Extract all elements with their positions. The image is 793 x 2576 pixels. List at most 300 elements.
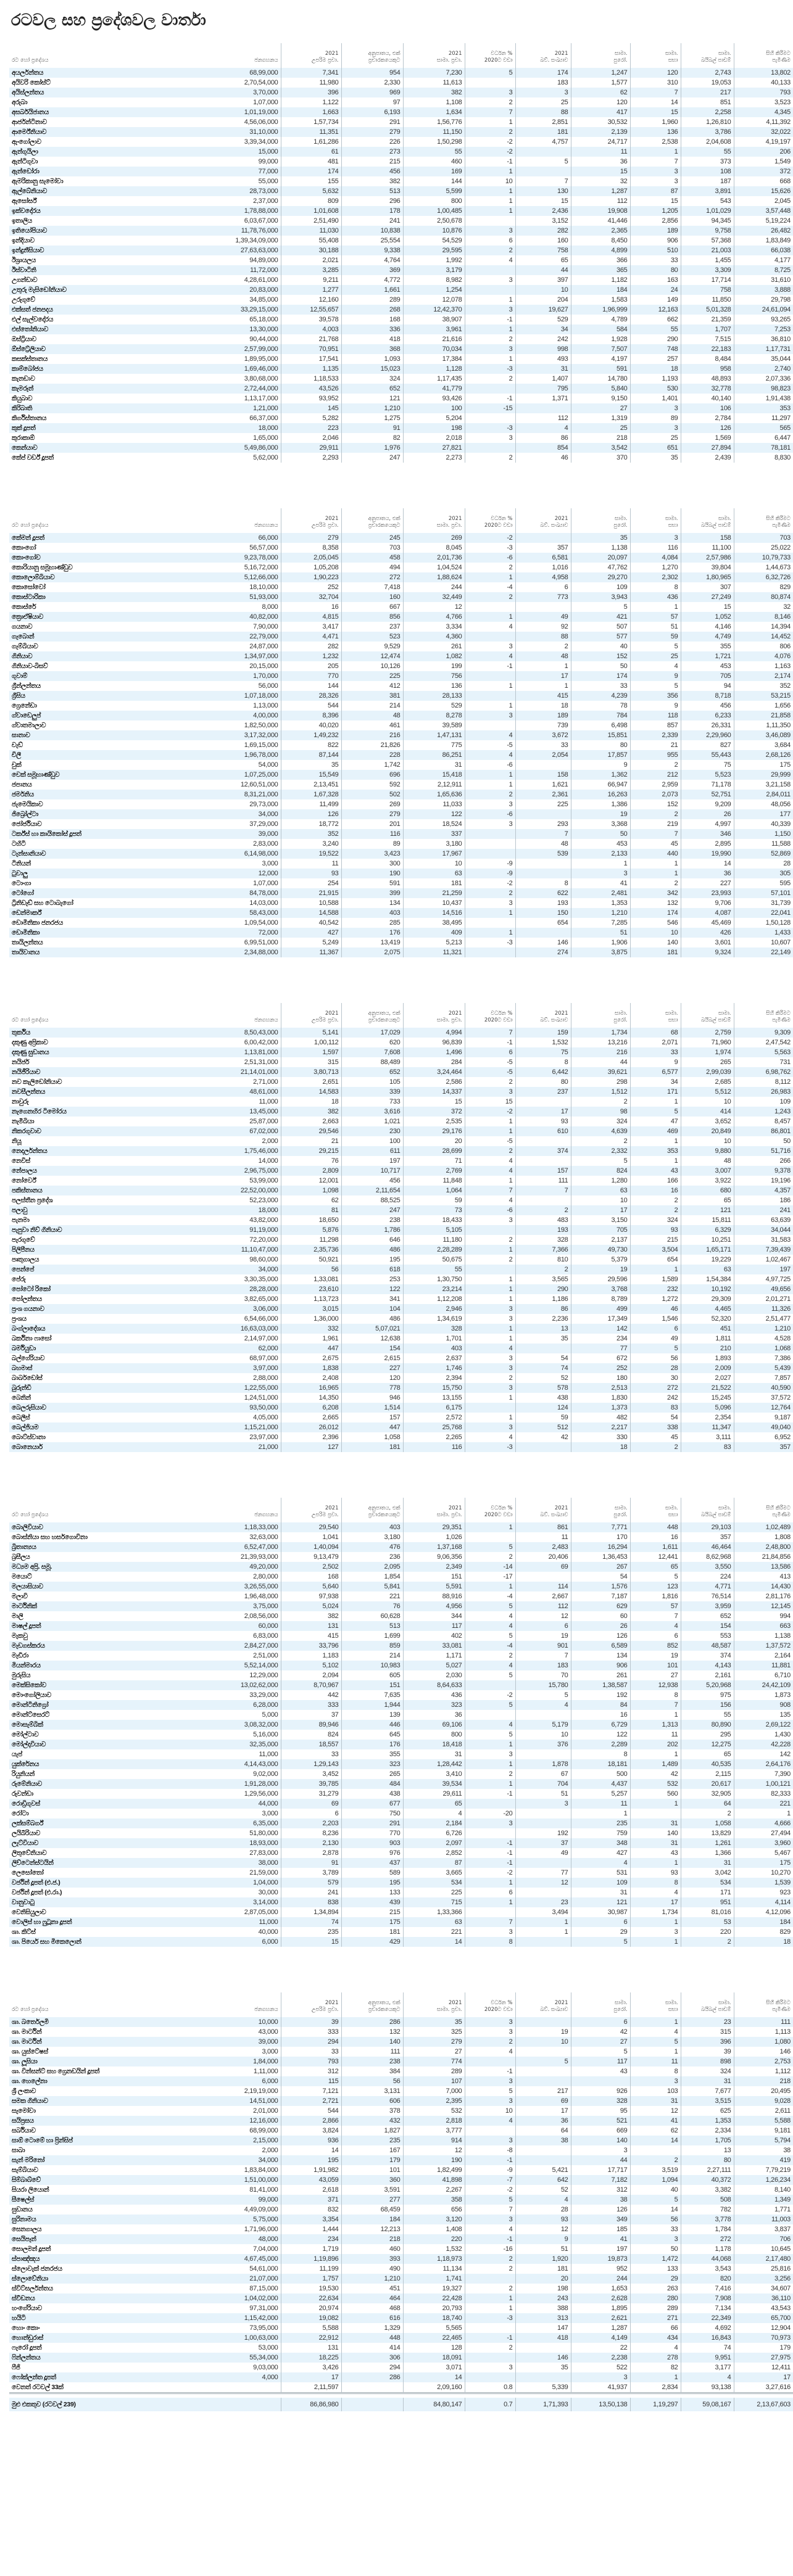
cell-increase-pct: 5 [465, 1542, 515, 1552]
table-row [9, 1077, 793, 1087]
cell-ratio: 446 [341, 1720, 403, 1730]
cell-bible-studies: 23 [681, 2017, 734, 2027]
cell-bible-studies: 15,811 [681, 1215, 734, 1225]
cell-peak-publishers: 14 [281, 2145, 341, 2155]
table-row [9, 2244, 793, 2254]
cell-congregations: 1 [630, 1749, 681, 1759]
table-row [9, 295, 793, 305]
cell-avg-publishers: 3,24,464 [403, 1067, 465, 1077]
cell-avg-publishers: 198 [403, 423, 465, 433]
cell-bible-studies: 8,718 [681, 691, 734, 701]
cell-avg-pioneers: 5,379 [571, 1255, 630, 1265]
cell-bible-studies: 5,523 [681, 770, 734, 780]
cell-congregations: 68 [630, 1028, 681, 1038]
cell-baptized: 1,878 [515, 1759, 571, 1769]
cell-peak-publishers: 3,354 [281, 2215, 341, 2224]
cell-bible-studies: 19,229 [681, 1255, 734, 1265]
cell-avg-publishers: 358 [403, 2195, 465, 2205]
cell-memorial-attendance: 29,999 [734, 770, 793, 780]
cell-avg-pioneers: 7,771 [571, 1522, 630, 1532]
cell-population: 11,78,76,000 [219, 226, 281, 236]
cell-increase-pct: 5 [465, 1601, 515, 1611]
cell-bible-studies: 2,354 [681, 1413, 734, 1422]
cell-country: ගිනියාව [9, 651, 219, 661]
cell-bible-studies: 15,245 [681, 1393, 734, 1403]
cell-avg-publishers: 41,898 [403, 2175, 465, 2185]
cell-country: නැගෙනහිර ටිමෝරය [9, 1107, 219, 1117]
table-row [9, 1235, 793, 1245]
cell-avg-publishers: 1,28,442 [403, 1759, 465, 1769]
table-row [9, 147, 793, 157]
cell-bible-studies: 32,905 [681, 1789, 734, 1799]
cell-avg-publishers: 8,045 [403, 543, 465, 553]
cell-ratio: 4,764 [341, 255, 403, 265]
cell-baptized: 704 [515, 1779, 571, 1789]
cell-ratio: 154 [341, 1344, 403, 1353]
cell-country: බර්කිනා ෆාසෝ [12, 1335, 52, 1342]
cell-increase-pct: 4 [465, 1166, 515, 1176]
cell-bible-studies: 3,922 [681, 1176, 734, 1186]
cell-increase-pct [465, 1710, 515, 1720]
cell-memorial-attendance: 372 [734, 167, 793, 176]
cell-country: ස්විට්සර්ලන්තය [12, 2285, 53, 2292]
cell-ratio: 134 [341, 898, 403, 908]
cell-peak-publishers: 56 [281, 1265, 341, 1274]
cell-peak-publishers: 11,499 [281, 799, 341, 809]
cell-bible-studies: 20,849 [681, 1126, 734, 1136]
table-row [9, 1532, 793, 1542]
cell-avg-publishers: 225 [403, 1888, 465, 1897]
cell-population: 1,13,81,000 [219, 1047, 281, 1057]
cell-congregations: 3,519 [630, 2165, 681, 2175]
cell-memorial-attendance: 1,138 [734, 1631, 793, 1641]
cell-avg-pioneers: 41 [571, 878, 630, 888]
cell-country: රුවන්ඩා [12, 1790, 33, 1798]
cell-avg-pioneers: 9,150 [571, 394, 630, 403]
cell-avg-pioneers: 14,780 [571, 374, 630, 384]
cell-bible-studies: 1,80,965 [681, 572, 734, 582]
cell-ratio: 21,826 [341, 740, 403, 750]
cell-population: 90,44,000 [249, 336, 278, 343]
cell-country: සර්බියාව [12, 2127, 36, 2134]
cell-ratio: 285 [341, 918, 403, 928]
cell-avg-pioneers: 122 [571, 1730, 630, 1740]
table-row [9, 918, 793, 928]
cell-population: 1,13,17,000 [244, 395, 278, 402]
cell-memorial-attendance: 6,447 [734, 433, 793, 443]
cell-bible-studies: 40,140 [681, 394, 734, 403]
cell-congregations: 1,589 [630, 1274, 681, 1284]
cell-bible-studies: 975 [681, 1690, 734, 1700]
cell-congregations: 232 [630, 1284, 681, 1294]
cell-avg-pioneers: 8,450 [571, 236, 630, 246]
cell-ratio: 592 [341, 780, 403, 790]
cell-bible-studies: 65 [681, 1195, 734, 1205]
cell-ratio: 1,514 [341, 1403, 403, 1413]
cell-country: පෝලන්තය [12, 1295, 42, 1303]
cell-ratio: 403 [341, 1522, 403, 1532]
cell-avg-publishers: 190 [403, 2155, 465, 2165]
cell-congregations: 30 [630, 1373, 681, 1383]
cell-bible-studies: 3,515 [681, 2096, 734, 2106]
column-header-baptized: 2021 බව්. සංඛ්‍යාව [515, 508, 571, 533]
cell-avg-pioneers: 507 [571, 622, 630, 632]
cell-peak-publishers: 18,772 [281, 819, 341, 829]
cell-bible-studies: 2,29,960 [681, 730, 734, 740]
cell-bible-studies: 2,258 [681, 107, 734, 117]
cell-avg-pioneers: 35 [571, 533, 630, 543]
cell-country: කිර්ගිස්තානය [12, 415, 47, 422]
cell-ratio: 197 [341, 1156, 403, 1166]
cell-peak-publishers: 8,358 [281, 543, 341, 553]
cell-memorial-attendance: 6,32,726 [734, 572, 793, 582]
cell-country: මුරුසිය [12, 1672, 31, 1679]
cell-memorial-attendance: 1,243 [734, 1107, 793, 1117]
cell-avg-publishers: 17,384 [403, 354, 465, 364]
cell-baptized: 237 [515, 1087, 571, 1097]
cell-congregations: 40 [630, 2185, 681, 2195]
cell-ratio: 48 [341, 711, 403, 720]
cell-ratio: 68,459 [341, 2205, 403, 2215]
cell-increase-pct: 3 [465, 226, 515, 236]
cell-country: වානුවාටු [9, 1897, 219, 1907]
cell-baptized: 7 [515, 176, 571, 186]
cell-baptized: 160 [515, 236, 571, 246]
cell-baptized: 9 [515, 2234, 571, 2244]
cell-avg-publishers: 5,105 [403, 1225, 465, 1235]
cell-baptized: 5,339 [515, 2382, 571, 2393]
cell-memorial-attendance: 49,040 [734, 1422, 793, 1432]
cell-peak-publishers: 2,651 [281, 1077, 341, 1087]
cell-baptized: 610 [515, 1126, 571, 1136]
cell-avg-publishers: 29,595 [403, 246, 465, 255]
cell-avg-publishers: 31 [403, 1749, 465, 1759]
cell-baptized [515, 2155, 571, 2165]
cell-memorial-attendance: 27,975 [734, 2353, 793, 2363]
cell-increase-pct: 2 [465, 888, 515, 898]
cell-ratio: 60,628 [341, 1611, 403, 1621]
cell-country: නෝර්වේ [12, 1177, 36, 1184]
cell-ratio: 139 [341, 1710, 403, 1720]
cell-peak-publishers: 2,665 [281, 1413, 341, 1422]
cell-avg-pioneers: 174 [571, 671, 630, 681]
cell-memorial-attendance: 21,84,856 [734, 1552, 793, 1562]
cell-avg-pioneers: 170 [571, 1532, 630, 1542]
cell-country: දකුණු අප්‍රිකාව [12, 1039, 48, 1046]
cell-baptized: 19 [515, 1631, 571, 1641]
column-header-memorial-attendance: සිහි කිරීමට පැමිණීම [734, 1498, 793, 1522]
cell-bible-studies: 2,439 [681, 453, 734, 463]
cell-ratio: 652 [341, 384, 403, 394]
cell-avg-pioneers: 140 [571, 2136, 630, 2145]
cell-baptized: 1,532 [515, 1038, 571, 1047]
table-row [9, 2274, 793, 2284]
table-row [9, 730, 793, 740]
cell-congregations: 748 [630, 344, 681, 354]
table-row [9, 622, 793, 632]
cell-country: ඇල්බේනියාව [9, 186, 219, 196]
cell-memorial-attendance: 3,837 [734, 2224, 793, 2234]
column-header-country: රට හෝ ප්‍රදේශය [12, 1017, 49, 1023]
cell-ratio: 241 [341, 216, 403, 226]
cell-baptized: 854 [515, 443, 571, 453]
cell-ratio: 645 [341, 1730, 403, 1740]
cell-congregations: 136 [630, 127, 681, 137]
table-row [9, 2175, 793, 2185]
cell-avg-pioneers: 4,149 [571, 2333, 630, 2343]
cell-increase-pct: 1 [465, 2303, 515, 2313]
cell-population: 33,29,15,000 [219, 305, 281, 315]
cell-memorial-attendance: 4,12,096 [734, 1907, 793, 1917]
cell-memorial-attendance: 1,02,489 [734, 1522, 793, 1532]
cell-avg-pioneers: 349 [571, 2215, 630, 2224]
cell-population: 1,91,28,000 [219, 1779, 281, 1789]
cell-increase-pct: 5 [465, 1700, 515, 1710]
cell-country: නයිජර් [12, 1059, 30, 1066]
cell-population: 5,62,000 [253, 454, 278, 461]
table-row [9, 1245, 793, 1255]
table-row [9, 453, 793, 463]
cell-baptized: 80 [515, 1077, 571, 1087]
cell-avg-publishers: 1,741 [403, 2274, 465, 2284]
cell-population: 4,49,09,000 [244, 2206, 278, 2213]
cell-memorial-attendance: 1,349 [734, 2195, 793, 2205]
table-row [9, 711, 793, 720]
cell-population: 2,70,54,000 [244, 79, 278, 86]
cell-ratio: 432 [341, 2116, 403, 2126]
cell-peak-publishers: 19,530 [281, 2284, 341, 2293]
cell-baptized: 3,672 [515, 730, 571, 740]
cell-bible-studies: 7,908 [681, 2293, 734, 2303]
cell-baptized: 112 [515, 1601, 571, 1611]
cell-congregations: 82 [630, 2363, 681, 2372]
cell-increase-pct: 1 [465, 206, 515, 216]
cell-avg-publishers: 4 [403, 1809, 465, 1818]
cell-congregations: 66 [630, 2323, 681, 2333]
cell-peak-publishers: 315 [281, 1057, 341, 1067]
cell-population: 10,000 [219, 2017, 281, 2027]
cell-increase-pct: 3 [465, 433, 515, 443]
cell-bible-studies: 1,705 [681, 2136, 734, 2145]
cell-avg-publishers: 3,120 [403, 2215, 465, 2224]
cell-congregations: 42 [630, 1769, 681, 1779]
cell-peak-publishers: 8,236 [281, 1828, 341, 1838]
table-row [9, 928, 793, 938]
cell-population: 11,000 [219, 1917, 281, 1927]
cell-population: 1,07,18,000 [219, 691, 281, 701]
cell-increase-pct: 10 [465, 176, 515, 186]
cell-avg-pioneers: 17,857 [571, 750, 630, 760]
cell-peak-publishers: 29,215 [281, 1146, 341, 1156]
cell-population: 5,49,86,000 [219, 443, 281, 453]
cell-congregations: 278 [630, 2353, 681, 2363]
cell-baptized [515, 859, 571, 869]
cell-baptized: 19,627 [515, 305, 571, 315]
cell-country: සෙයිපෑන් [9, 2234, 219, 2244]
cell-country: බහමාස් [9, 1363, 219, 1373]
cell-peak-publishers: 62 [281, 1195, 341, 1205]
cell-congregations: 45 [630, 1432, 681, 1442]
cell-avg-pioneers: 500 [571, 1769, 630, 1779]
cell-bible-studies: 1,893 [681, 1353, 734, 1363]
cell-ratio: 215 [341, 157, 403, 167]
cell-country: හොං කොං [12, 2324, 40, 2332]
cell-increase-pct: 2 [465, 97, 515, 107]
cell-congregations: 2 [630, 760, 681, 770]
cell-population: 60,000 [219, 1621, 281, 1631]
cell-congregations: 560 [630, 1789, 681, 1799]
table-row [9, 275, 793, 285]
table-row [9, 1422, 793, 1432]
cell-increase-pct: 7 [465, 1186, 515, 1195]
cell-population: 9,02,000 [253, 1770, 278, 1778]
cell-peak-publishers: 382 [281, 1611, 341, 1621]
cell-memorial-attendance: 1,37,572 [734, 1641, 793, 1651]
table-row [9, 226, 793, 236]
table-row [9, 691, 793, 701]
cell-memorial-attendance: 1,83,849 [734, 236, 793, 246]
cell-ratio: 10,126 [341, 661, 403, 671]
cell-ratio: 733 [341, 1097, 403, 1107]
cell-avg-pioneers: 11 [571, 1799, 630, 1809]
cell-increase-pct: 4 [465, 730, 515, 740]
cell-bible-studies: 39 [681, 2047, 734, 2057]
cell-baptized: 10 [515, 285, 571, 295]
cell-memorial-attendance: 7,39,439 [734, 1245, 793, 1255]
cell-peak-publishers: 2,878 [281, 1848, 341, 1858]
cell-bible-studies: 3,111 [681, 1432, 734, 1442]
cell-country: බ්‍රසීලය [12, 1553, 30, 1561]
cell-baptized [515, 1858, 571, 1868]
cell-population: 2,08,56,000 [244, 1612, 278, 1620]
cell-population: 3,80,68,000 [244, 375, 278, 382]
cell-peak-publishers: 1,49,232 [281, 730, 341, 740]
cell-memorial-attendance: 7,79,219 [734, 2165, 793, 2175]
cell-bible-studies: 94 [681, 681, 734, 691]
cell-bible-studies: 9,951 [681, 2353, 734, 2363]
cell-memorial-attendance: 3,888 [734, 285, 793, 295]
cell-avg-publishers: 2,395 [403, 2096, 465, 2106]
cell-congregations: 55 [630, 324, 681, 334]
cell-baptized [515, 2047, 571, 2057]
cell-population: 87,15,000 [249, 2285, 278, 2292]
cell-ratio: 12,638 [341, 1334, 403, 1344]
cell-avg-publishers: 11,150 [403, 127, 465, 137]
cell-avg-publishers: 50,675 [403, 1255, 465, 1265]
cell-population: 54,000 [258, 761, 278, 769]
cell-avg-publishers: 32,449 [403, 592, 465, 602]
cell-increase-pct: -3 [465, 423, 515, 433]
cell-ratio: 523 [341, 632, 403, 642]
cell-bible-studies: 65 [681, 1749, 734, 1759]
cell-baptized [515, 1572, 571, 1582]
cell-avg-publishers: 2,818 [403, 2116, 465, 2126]
cell-congregations: 436 [630, 592, 681, 602]
cell-avg-pioneers: 47,762 [571, 563, 630, 572]
cell-country: ඉතියෝපියාව [9, 226, 219, 236]
cell-bible-studies: 39,804 [681, 563, 734, 572]
cell-baptized: 7 [515, 1186, 571, 1195]
cell-memorial-attendance: 17 [734, 2372, 793, 2382]
cell-peak-publishers: 168 [281, 1572, 341, 1582]
cell-bible-studies: 48,587 [681, 1641, 734, 1651]
cell-bible-studies: 625 [681, 2106, 734, 2116]
column-header-ratio: අනුපාතය, එක් ප්‍රචාරකයෙකුට [341, 508, 403, 533]
cell-memorial-attendance: 2,174 [734, 671, 793, 681]
cell-memorial-attendance: 8,146 [734, 612, 793, 622]
cell-avg-publishers: 39,589 [403, 720, 465, 730]
cell-congregations: 1,193 [630, 374, 681, 384]
cell-ratio: 12,474 [341, 651, 403, 661]
cell-avg-pioneers: 2,238 [571, 2353, 630, 2363]
cell-bible-studies: 1,707 [681, 324, 734, 334]
cell-avg-publishers: 23,214 [403, 1284, 465, 1294]
cell-baptized: 20,406 [515, 1552, 571, 1562]
table-row [9, 1897, 793, 1907]
cell-ratio: 237 [341, 622, 403, 632]
stats-table [9, 1992, 793, 2411]
page-title: රටවල සහ ප්‍රදේශවල වාර්තා [11, 11, 206, 30]
table-row [9, 533, 793, 543]
cell-congregations: 1 [630, 1097, 681, 1107]
cell-country: නිකරගුවාව [9, 1126, 219, 1136]
cell-ratio: 606 [341, 2096, 403, 2106]
cell-memorial-attendance: 1,113 [734, 2027, 793, 2037]
cell-avg-pioneers: 591 [571, 364, 630, 374]
cell-bible-studies: 126 [681, 423, 734, 433]
table-row [9, 642, 793, 651]
cell-memorial-attendance: 48,056 [734, 799, 793, 809]
cell-avg-pioneers: 54 [571, 1572, 630, 1582]
cell-bible-studies: 220 [681, 1927, 734, 1937]
cell-avg-publishers: 774 [403, 2057, 465, 2066]
cell-population: 72,000 [219, 928, 281, 938]
cell-congregations: 1 [630, 1710, 681, 1720]
cell-baptized: 18 [515, 701, 571, 711]
cell-increase-pct: 2 [465, 246, 515, 255]
cell-bible-studies: 820 [681, 2274, 734, 2284]
cell-avg-pioneers: 267 [571, 1562, 630, 1572]
cell-avg-pioneers: 5 [571, 1156, 630, 1166]
cell-bible-studies: 4,146 [681, 622, 734, 632]
cell-peak-publishers: 6,208 [281, 1403, 341, 1413]
cell-avg-publishers: 2,12,911 [403, 780, 465, 790]
cell-population: 23,97,000 [249, 1434, 278, 1441]
cell-peak-publishers: 91 [281, 1858, 341, 1868]
cell-peak-publishers: 7,121 [281, 2086, 341, 2096]
cell-avg-publishers: 1,746 [403, 1363, 465, 1373]
table-row [9, 1868, 793, 1878]
cell-peak-publishers: 3,285 [281, 265, 341, 275]
cell-bible-studies: 94,345 [681, 216, 734, 226]
cell-avg-pioneers: 2,133 [571, 849, 630, 859]
cell-bible-studies: 1,721 [681, 651, 734, 661]
cell-peak-publishers: 241 [281, 1888, 341, 1897]
cell-avg-pioneers: 77 [571, 1344, 630, 1353]
cell-peak-publishers: 254 [281, 878, 341, 888]
cell-congregations: 1 [630, 1156, 681, 1166]
cell-ratio: 178 [341, 206, 403, 216]
cell-congregations: 1,489 [630, 1759, 681, 1769]
cell-peak-publishers: 3,240 [281, 839, 341, 849]
cell-increase-pct: 0.7 [465, 2398, 515, 2411]
cell-baptized: 2 [515, 1265, 571, 1274]
cell-memorial-attendance: 14,452 [734, 632, 793, 642]
cell-memorial-attendance: 49,656 [734, 1284, 793, 1294]
cell-memorial-attendance: 1,112 [734, 2066, 793, 2076]
cell-memorial-attendance: 8,725 [734, 265, 793, 275]
cell-ratio: 190 [341, 869, 403, 878]
